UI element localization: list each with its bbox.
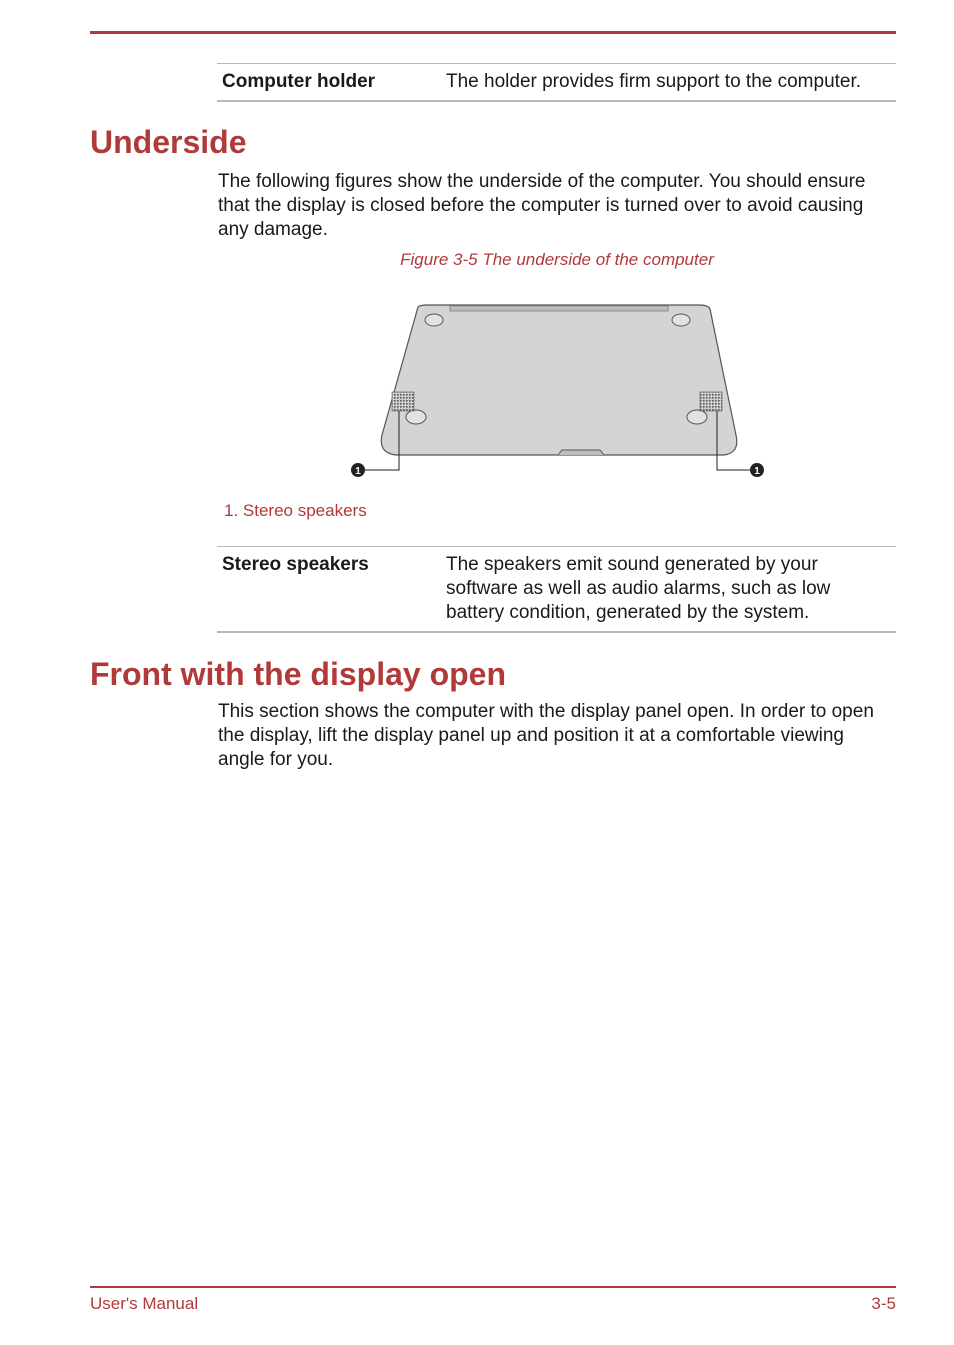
figure-caption: Figure 3-5 The underside of the computer [400, 250, 714, 269]
spec-table-computer-holder [217, 63, 896, 102]
table-row [217, 547, 896, 633]
speaker-grille-right [700, 392, 722, 411]
speaker-grille-left [392, 392, 414, 411]
description-cell: The holder provides firm support to the computer. [446, 71, 862, 92]
underside-paragraph: The following figures show the underside of the computer. You should ensure that the display is closed before the computer is turned over to avoid causing any damage. [218, 171, 866, 240]
description-cell: The speakers emit sound generated by your software as well as audio alarms, such as low battery condition, generated by the system. [446, 554, 831, 623]
rubber-foot [406, 410, 426, 424]
rubber-foot [672, 314, 690, 326]
figure-legend: 1. Stereo speakers [224, 501, 367, 520]
rubber-foot [425, 314, 443, 326]
hinge-slot [450, 306, 668, 311]
table-row [217, 64, 896, 102]
connector-notch [558, 450, 604, 455]
page-number: 3-5 [871, 1294, 896, 1313]
term-cell: Stereo speakers [222, 554, 369, 575]
callout-label: 1 [754, 466, 760, 477]
front-paragraph: This section shows the computer with the display panel open. In order to open the display, lift the display panel up and position it at a comfortable viewing angle for you. [218, 701, 874, 770]
header-rule [90, 31, 896, 34]
rubber-foot [687, 410, 707, 424]
section-heading-underside: Underside [90, 124, 247, 160]
term-cell: Computer holder [222, 71, 376, 92]
computer-base-outline [381, 305, 737, 455]
spec-table-stereo-speakers [217, 546, 896, 633]
section-heading-front: Front with the display open [90, 656, 506, 692]
computer-underside-figure [340, 295, 780, 485]
callout-label: 1 [355, 466, 361, 477]
footer-rule [90, 1286, 896, 1288]
footer-title: User's Manual [90, 1294, 199, 1313]
